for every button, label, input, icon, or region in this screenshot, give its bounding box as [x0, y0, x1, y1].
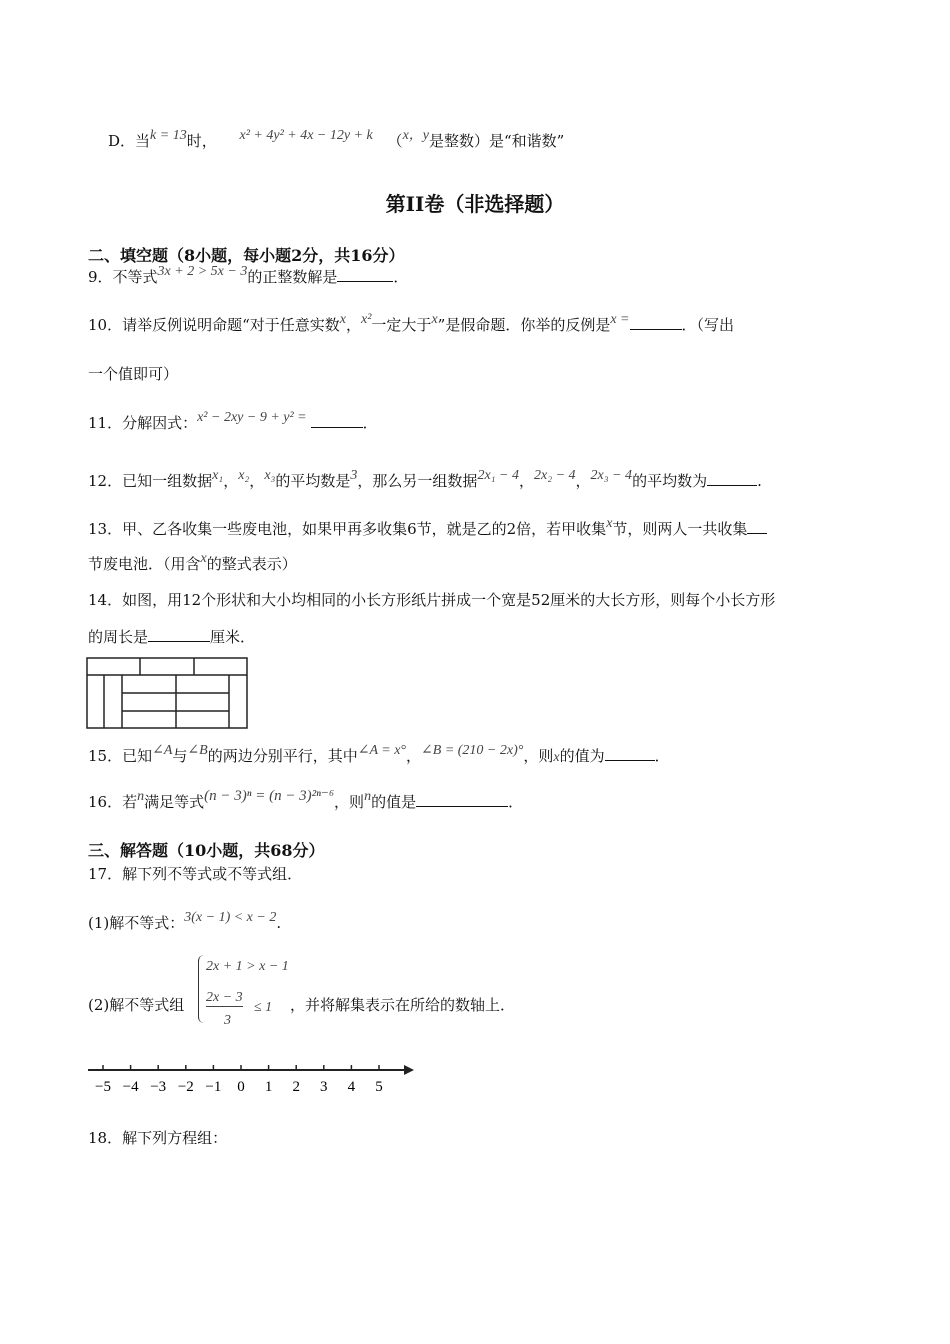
- q17-part2: (2)解不等式组: [88, 996, 185, 1014]
- q17-part1: (1)解不等式：3(x − 1) < x − 2.: [88, 910, 282, 932]
- q17-part2-tail: ，并将解集表示在所给的数轴上．: [290, 996, 516, 1014]
- tick-label: −4: [122, 1079, 139, 1095]
- q13-cont: 节废电池．（用含x的整式表示）: [88, 551, 297, 573]
- section3-heading: 三、解答题（10小题，共68分）: [88, 841, 325, 860]
- arrow-icon: [404, 1065, 414, 1075]
- system-relation: ≤ 1: [254, 1000, 273, 1015]
- q17: 17．解下列不等式或不等式组．: [88, 865, 303, 883]
- q16: 16．若n满足等式(n − 3)ⁿ = (n − 3)²ⁿ⁻⁶，则n的值是 ．: [88, 788, 524, 811]
- part2-title: 第II卷（非选择题）: [385, 192, 565, 216]
- tick-label: −3: [150, 1079, 167, 1095]
- tick-label: 2: [292, 1079, 300, 1095]
- tick-label: 0: [237, 1079, 245, 1095]
- tick-label: −2: [177, 1079, 194, 1095]
- q18: 18．解下列方程组：: [88, 1129, 228, 1147]
- q13: 13．甲、乙各收集一些废电池，如果甲再多收集6节，就是乙的2倍，若甲收集x节，则两人一共收集: [88, 518, 767, 542]
- q12: 12．已知一组数据x₁，x₂，x₃的平均数是3，那么另一组数据2x₁ − 4，2x₂ − 4，2x₃ − 4的平均数为 .: [88, 468, 762, 490]
- q10: 10．请举反例说明命题“对于任意实数x，x²一定大于x”是假命题．你举的反例是x = ．（写出: [88, 312, 735, 334]
- q10-cont: 一个值即可）: [88, 365, 179, 383]
- system-denominator: 3: [224, 1013, 231, 1028]
- q11: 11．分解因式：x² − 2xy − 9 + y² = ．: [88, 410, 378, 432]
- tick-label: −5: [95, 1079, 111, 1095]
- system-ineq-1: 2x + 1 > x − 1: [206, 959, 289, 974]
- q14: 14．如图，用12个形状和大小均相同的小长方形纸片拼成一个宽是52厘米的大长方形，则每个小长方形: [88, 591, 776, 609]
- q15: 15．已知∠A与∠B的两边分别平行，其中∠A = x°，∠B = (210 − 2x)°，则x的值为 ．: [88, 743, 670, 765]
- tick-label: 5: [375, 1079, 383, 1095]
- q9: 9．不等式3x + 2 > 5x − 3的正整数解是 ．: [88, 264, 409, 286]
- option-d: D．当k = 13时， x² + 4y² + 4x − 12y + k （x，y是整数）是“和谐数”: [108, 128, 565, 150]
- tick-label: −1: [205, 1079, 222, 1095]
- tick-label: 3: [320, 1079, 328, 1095]
- rectangle-figure: [86, 657, 250, 731]
- section2-heading: 二、填空题（8小题，每小题2分，共16分）: [88, 246, 405, 265]
- tick-label: 4: [347, 1079, 356, 1095]
- tick-label: 1: [264, 1079, 273, 1095]
- number-line: [86, 1062, 416, 1098]
- q14-cont: 的周长是 厘米．: [88, 628, 256, 646]
- system-numerator: 2x − 3: [206, 990, 243, 1005]
